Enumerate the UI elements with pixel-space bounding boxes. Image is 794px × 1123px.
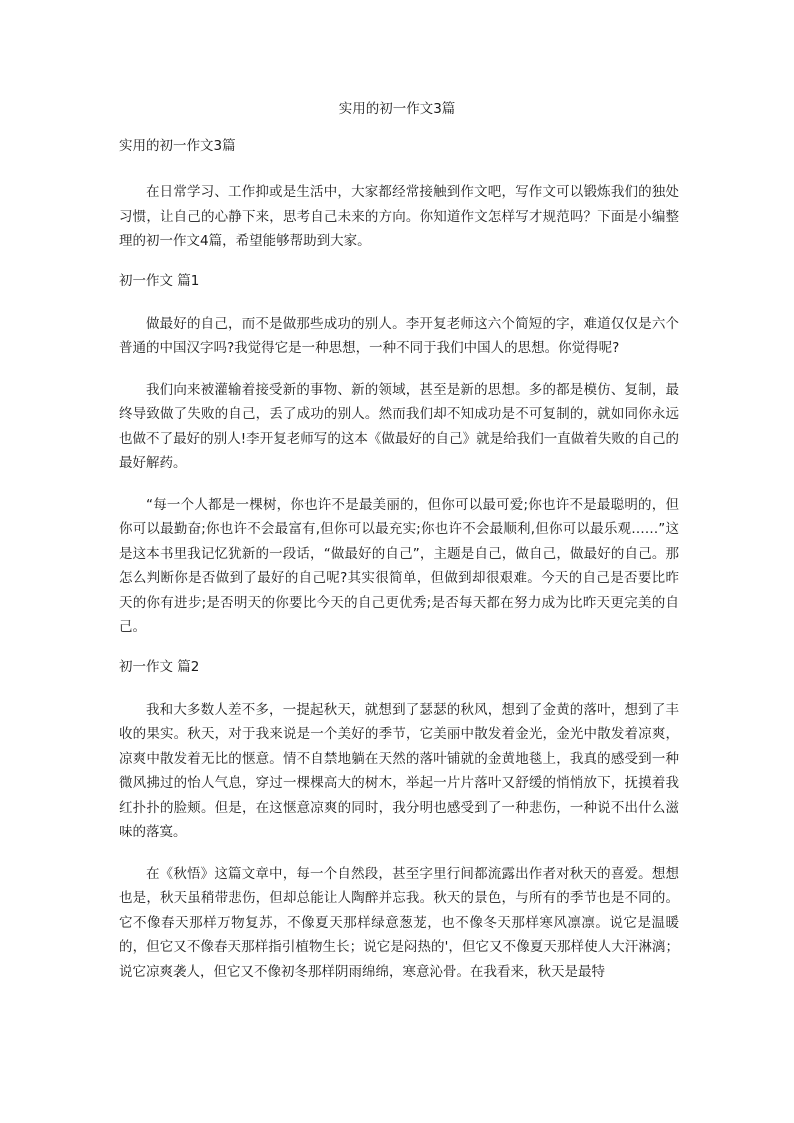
body-paragraph: 我和大多数人差不多，一提起秋天，就想到了瑟瑟的秋风，想到了金黄的落叶，想到了丰收的果实。秋天，对于我来说是一个美好的季节，它美丽中散发着金光，金光中散发着凉爽，凉爽中散发着无比的惬意。情不自禁地躺在天然的落叶铺就的金黄地毯上，我真的感受到一种微风拂过的怡人气息，穿过一棵棵高大的树木，举起一片片落叶又舒缓的悄悄放下，抚摸着我红扑扑的脸颊。但是，在这惬意凉爽的同时，我分明也感受到了一种悲伤，一种说不出什么滋味的落寞。 <box>119 701 679 840</box>
section-heading: 初一作文 篇1 <box>119 272 200 289</box>
body-paragraph: 在《秋悟》这篇文章中，每一个自然段，甚至字里行间都流露出作者对秋天的喜爱。想想也是，秋天虽稍带悲伤，但却总能让人陶醉并忘我。秋天的景色，与所有的季节也是不同的。它不像春天那样万物复苏，不像夏天那样绿意葱茏，也不像冬天那样寒风凛凛。说它是温暖的，但它又不像春天那样指引植物生长；说它是闷热的'，但它又不像夏天那样使人大汗淋漓；说它凉爽袭人，但它又不像初冬那样阴雨绵绵，寒意沁骨。在我看来，秋天是最特 <box>119 865 679 980</box>
body-paragraph: 我们向来被灌输着接受新的事物、新的领域，甚至是新的思想。多的都是模仿、复制，最终导致做了失败的自己，丢了成功的别人。然而我们却不知成功是不可复制的，就如同你永远也做不了最好的别人!李开复老师写的这本《做最好的自己》就是给我们一直做着失败的自己的最好解药。 <box>119 381 679 471</box>
document-title: 实用的初一作文3篇 <box>338 101 456 117</box>
section-heading: 初一作文 篇2 <box>119 658 200 675</box>
essay-section-2 <box>119 657 679 985</box>
body-paragraph: 做最好的自己，而不是做那些成功的别人。李开复老师这六个简短的字，难道仅仅是六个普通的中国汉字吗?我觉得它是一种思想，一种不同于我们中国人的思想。你觉得呢? <box>119 315 679 356</box>
document-subtitle: 实用的初一作文3篇 <box>119 138 236 154</box>
essay-section-1 <box>119 271 679 640</box>
intro-paragraph: 在日常学习、工作抑或是生活中，大家都经常接触到作文吧，写作文可以锻炼我们的独处习惯，让自己的心静下来，思考自己未来的方向。你知道作文怎样写才规范吗？下面是小编整理的初一作文4篇，希望能够帮助到大家。 <box>119 184 679 249</box>
document-body <box>119 136 679 1001</box>
body-paragraph: “每一个人都是一棵树，你也许不是最美丽的，但你可以最可爱;你也许不是最聪明的，但你可以最勤奋;你也许不会最富有,但你可以最充实;你也许不会最顺利,但你可以最乐观……”这是这本书里我记忆犹新的一段话，“做最好的自己”，主题是自己，做自己，做最好的自己。那怎么判断你是否做到了最好的自己呢?其实很简单，但做到却很艰难。今天的自己是否要比昨天的你有进步;是否明天的你要比今天的自己更优秀;是否每天都在努力成为比昨天更完美的自己。 <box>119 496 679 635</box>
